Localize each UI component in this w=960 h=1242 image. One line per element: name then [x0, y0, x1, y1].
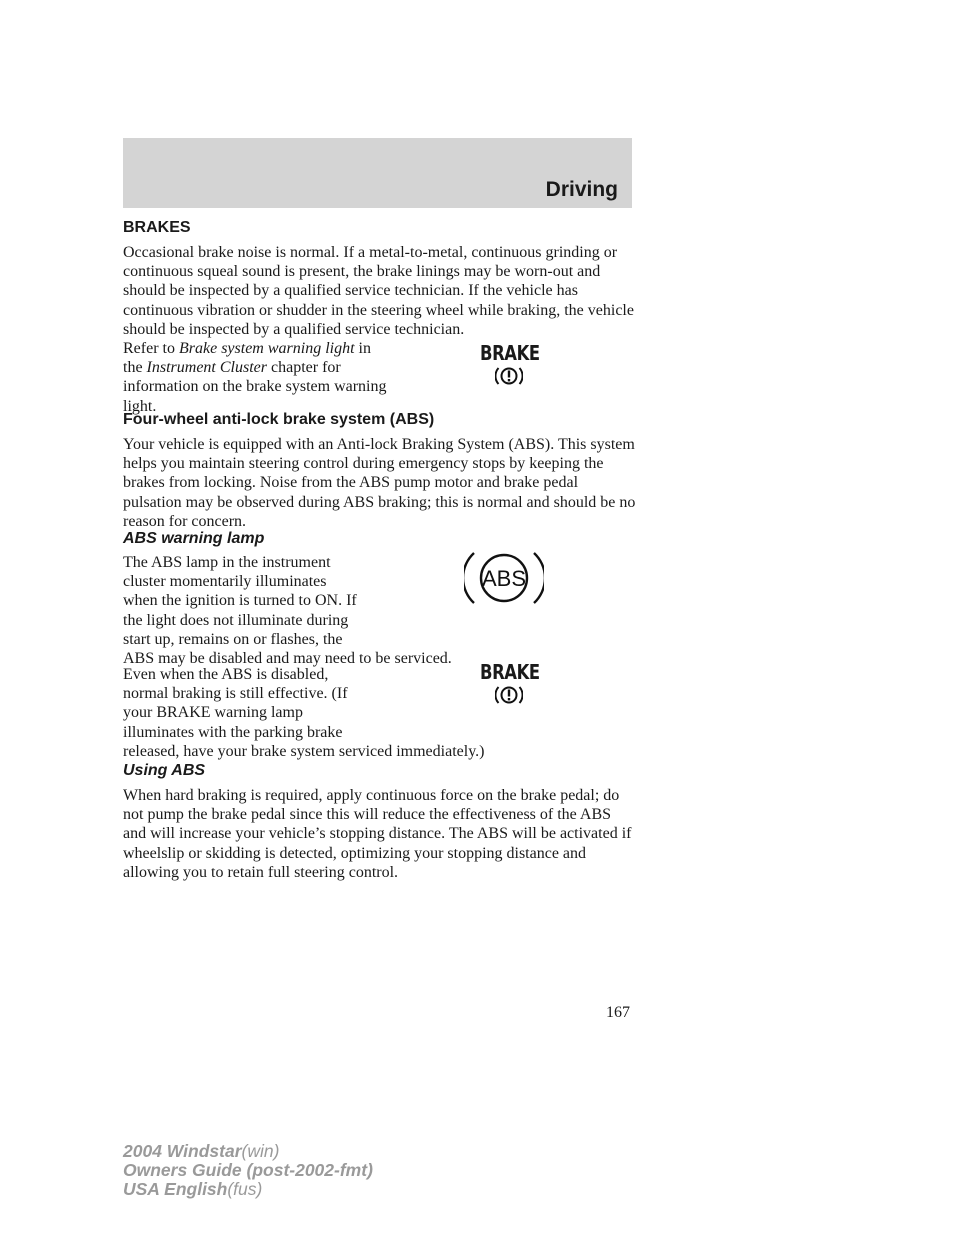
heading-brakes: BRAKES — [123, 219, 191, 236]
brake-circle-exclamation-icon — [495, 683, 523, 707]
link-instrument-cluster: Instrument Cluster — [146, 359, 267, 377]
link-brake-system-warning-light: Brake system warning light — [178, 340, 355, 357]
heading-using-abs: Using ABS — [123, 762, 206, 779]
document-footer: 2004 Windstar(win) Owners Guide (post-2002-fmt) USA English(fus) — [123, 1141, 373, 1199]
abs-warning-icon — [464, 545, 544, 611]
heading-four-wheel-abs: Four-wheel anti-lock brake system (ABS) — [123, 411, 435, 428]
using-abs-paragraph: When hard braking is required, apply continuous force on the brake pedal; do not pump the brake pedal since this will reduce the effectiveness of the ABS and will increase your vehicle’s stopping distance. The ABS will be activated if wheelslip or skidding is detected, optimizing your stopping distance and allowing you to retain full steering control. — [123, 787, 632, 881]
brake-circle-exclamation-icon — [495, 364, 523, 388]
heading-abs-warning-lamp: ABS warning lamp — [123, 530, 265, 547]
abs-system-paragraph: Your vehicle is equipped with an Anti-lock Braking System (ABS). This system helps you maintain steering control during emergency stops by keeping the brakes from locking. Noise from the ABS pump motor and brake pedal pulsation may be observed during ABS braking; this is normal and should be no reason for concern. — [123, 436, 636, 530]
section-header-band — [123, 138, 632, 208]
brakes-intro-paragraph: Occasional brake noise is normal. If a metal-to-metal, continuous grinding or continuous squeal sound is present, the brake linings may be worn-out and should be inspected by a qualified service technician. If the vehicle has continuous vibration or shudder in the steering wheel while braking, the vehicle should be inspected by a qualified service technician. — [123, 244, 634, 338]
abs-disabled-paragraph: Even when the ABS is disabled, normal braking is still effective. (If your BRAKE warning lamp illuminates with the parking brake released, have your brake system serviced immediately.) — [123, 666, 485, 760]
brakes-refer-paragraph: Refer to Brake system warning light in the Instrument Cluster chapter for information on the brake system warning light. — [123, 340, 387, 415]
page-number: 167 — [606, 1004, 630, 1021]
brake-warning-icon-2: BRAKE — [480, 661, 540, 709]
abs-icon-label: ABS — [481, 566, 527, 591]
brake-warning-icon: BRAKE — [480, 342, 540, 390]
abs-lamp-paragraph: The ABS lamp in the instrument cluster momentarily illuminates when the ignition is turned to ON. If the light does not illuminate during start up, remains on or flashes, the ABS may be disabled and may need to be serviced. — [123, 554, 452, 668]
section-title-driving: Driving — [545, 178, 618, 201]
